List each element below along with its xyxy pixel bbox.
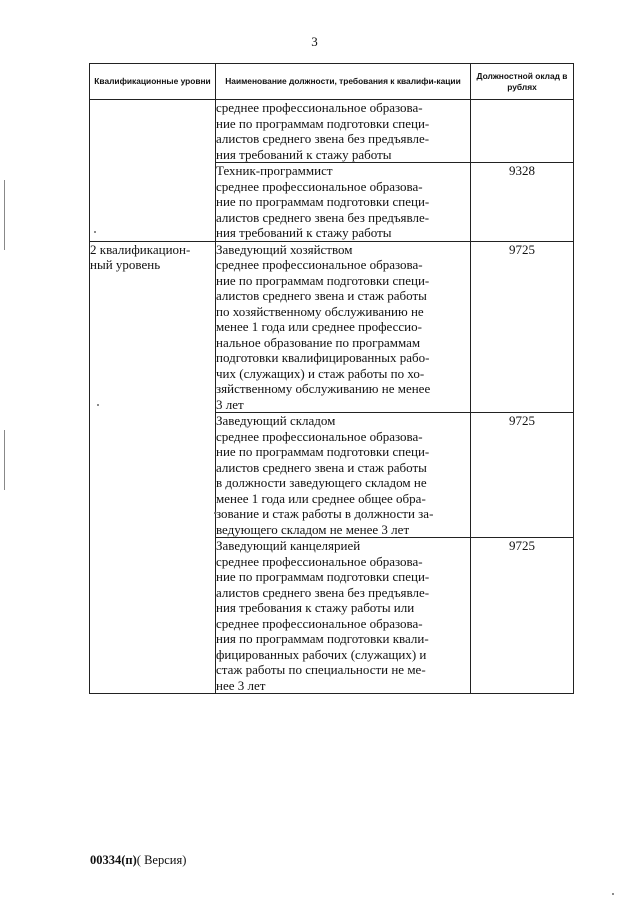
- salary-table: [89, 63, 574, 694]
- position-cell: среднее профессиональное образова- ние по программам подготовки специ- алистов среднего звена без предъявле- ния требований к стажу работы: [216, 100, 471, 163]
- table-header-row: [90, 64, 574, 100]
- scan-speck: [94, 231, 96, 233]
- position-cell: Заведующий канцелярией среднее профессиональное образова- ние по программам подготовки специ- алистов среднего звена без предъявле- ния требования к стажу работы или среднее профессиональное образова- ния по программам подготовки квали- фицированных рабочих (служащих) и стаж работы по специальности не ме- нее 3 лет: [216, 538, 471, 694]
- position-cell: Заведующий хозяйством среднее профессиональное образова- ние по программам подготовки специ- алистов среднего звена и стаж работы по хозяйственному обслуживанию не менее 1 года или среднее профессио- нальное образование по программам подготовки квалифицированных рабо- чих (служащих) и стаж работы по хо- зяйственному обслуживанию не менее 3 лет: [216, 241, 471, 413]
- document-version: ( Версия): [136, 853, 187, 867]
- scan-speck: [97, 404, 99, 406]
- scan-edge-mark: [4, 430, 5, 490]
- salary-cell: [471, 100, 574, 163]
- page-number: 3: [311, 34, 318, 49]
- header-salary: Должностной оклад в рублях: [471, 64, 574, 100]
- salary-cell: 9725: [471, 413, 574, 538]
- salary-cell: 9725: [471, 241, 574, 413]
- position-cell: Заведующий складом среднее профессиональное образова- ние по программам подготовки специ- алистов среднего звена и стаж работы в должности заведующего складом не менее 1 года или среднее общее обра- зование и стаж работы в должности за- ведующего складом не менее 3 лет: [216, 413, 471, 538]
- document-code: 00334(п): [90, 853, 137, 867]
- level-cell: 2 квалификацион- ный уровень: [90, 241, 216, 694]
- position-cell: Техник-программист среднее профессиональное образова- ние по программам подготовки специ- алистов среднего звена без предъявле- ния требований к стажу работы: [216, 163, 471, 242]
- table-row: [90, 100, 574, 163]
- salary-cell: 9328: [471, 163, 574, 242]
- salary-cell: 9725: [471, 538, 574, 694]
- scan-speck: [612, 893, 614, 895]
- scan-speck: [214, 512, 216, 514]
- document-footer: [90, 853, 186, 868]
- header-position-requirements: Наименование должности, требования к квалифи-кации: [216, 64, 471, 100]
- header-qualification-levels: Квалификационные уровни: [90, 64, 216, 100]
- level-cell: [90, 100, 216, 242]
- table-row: [90, 241, 574, 413]
- scan-edge-mark: [4, 180, 5, 250]
